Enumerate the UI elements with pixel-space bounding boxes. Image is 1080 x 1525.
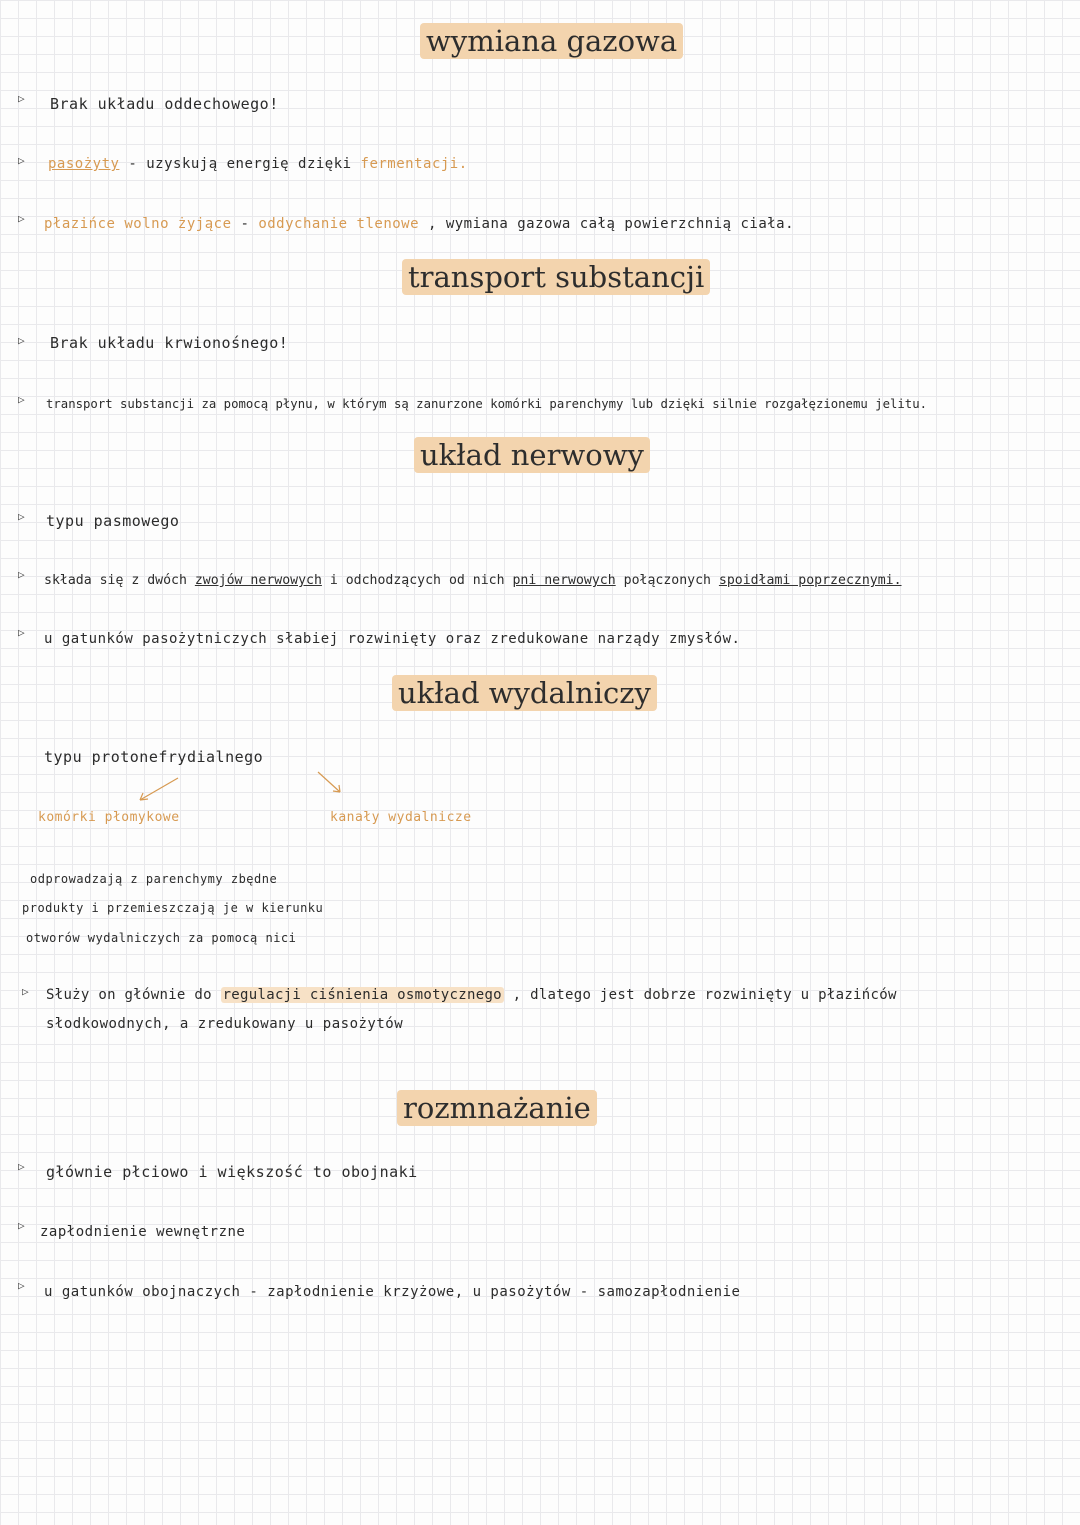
bullet-triangle-icon: ▷ <box>18 1279 25 1292</box>
note-ganglia: składa się z dwóch zwojów nerwowych i odchodzących od nich pni nerwowych połączonych spoidłami poprzecznymi. <box>44 573 902 588</box>
bullet-triangle-icon: ▷ <box>18 568 25 581</box>
term-flame-cells: komórki płomykowe <box>38 810 180 825</box>
bullet-triangle-icon: ▷ <box>22 985 29 998</box>
heading-gas-exchange: wymiana gazowa <box>420 23 683 59</box>
term-excretory-canals: kanały wydalnicze <box>330 810 472 825</box>
note-free-living: płazińce wolno żyjące - oddychanie tlenowe , wymiana gazowa całą powierzchnią ciała. <box>44 216 795 232</box>
term-ganglia: zwojów nerwowych <box>194 573 322 588</box>
note-internal-fertilization: zapłodnienie wewnętrzne <box>40 1224 246 1240</box>
heading-excretory-system: układ wydalniczy <box>392 675 657 711</box>
note-osmoregulation: Służy on głównie do regulacji ciśnienia osmotycznego , dlatego jest dobrze rozwinięty u płazińców <box>46 987 897 1003</box>
bullet-triangle-icon: ▷ <box>18 1160 25 1173</box>
term-aerobic-respiration: oddychanie tlenowe <box>258 216 420 232</box>
term-osmotic-regulation: regulacji ciśnienia osmotycznego <box>222 987 502 1003</box>
note-sexual-reproduction: głównie płciowo i większość to obojnaki <box>46 1163 418 1181</box>
note-osmoregulation-cont: słodkowodnych, a zredukowany u pasożytów <box>46 1016 404 1032</box>
note-parasitic-species: u gatunków pasożytniczych słabiej rozwinięty oraz zredukowane narządy zmysłów. <box>44 631 741 647</box>
bullet-triangle-icon: ▷ <box>18 212 25 225</box>
bullet-triangle-icon: ▷ <box>18 510 25 523</box>
bullet-triangle-icon: ▷ <box>18 154 25 167</box>
term-nerve-cords: pni nerwowych <box>512 573 616 588</box>
note-no-circulatory: Brak układu krwionośnego! <box>50 334 289 352</box>
bullet-triangle-icon: ▷ <box>18 393 25 406</box>
excretory-description-3: otworów wydalniczych za pomocą nici <box>26 931 297 945</box>
bullet-triangle-icon: ▷ <box>18 626 25 639</box>
excretory-description-2: produkty i przemieszczają je w kierunku <box>22 901 324 915</box>
note-transport-fluid: transport substancji za pomocą płynu, w którym są zanurzone komórki parenchymy lub dzięki silnie rozgałęzionemu jelitu. <box>46 397 927 411</box>
excretory-description-1: odprowadzają z parenchymy zbędne <box>30 872 278 886</box>
heading-reproduction: rozmnażanie <box>397 1090 597 1126</box>
note-ladder-type: typu pasmowego <box>46 512 180 530</box>
term-parasites: pasożyty <box>48 156 120 172</box>
heading-transport: transport substancji <box>402 259 710 295</box>
excretory-type: typu protonefrydialnego <box>44 748 264 766</box>
bullet-triangle-icon: ▷ <box>18 92 25 105</box>
note-no-respiratory: Brak układu oddechowego! <box>50 95 279 113</box>
note-cross-fertilization: u gatunków obojnaczych - zapłodnienie krzyżowe, u pasożytów - samozapłodnienie <box>44 1284 741 1300</box>
term-commissures: spoidłami poprzecznymi. <box>718 573 902 588</box>
bullet-triangle-icon: ▷ <box>18 334 25 347</box>
bullet-triangle-icon: ▷ <box>18 1219 25 1232</box>
term-fermentation: fermentacji. <box>360 156 468 172</box>
term-free-living-flatworms: płazińce wolno żyjące <box>44 216 232 232</box>
heading-nervous-system: układ nerwowy <box>414 437 650 473</box>
note-parasites-energy: pasożyty - uzyskują energię dzięki fermentacji. <box>48 156 468 172</box>
